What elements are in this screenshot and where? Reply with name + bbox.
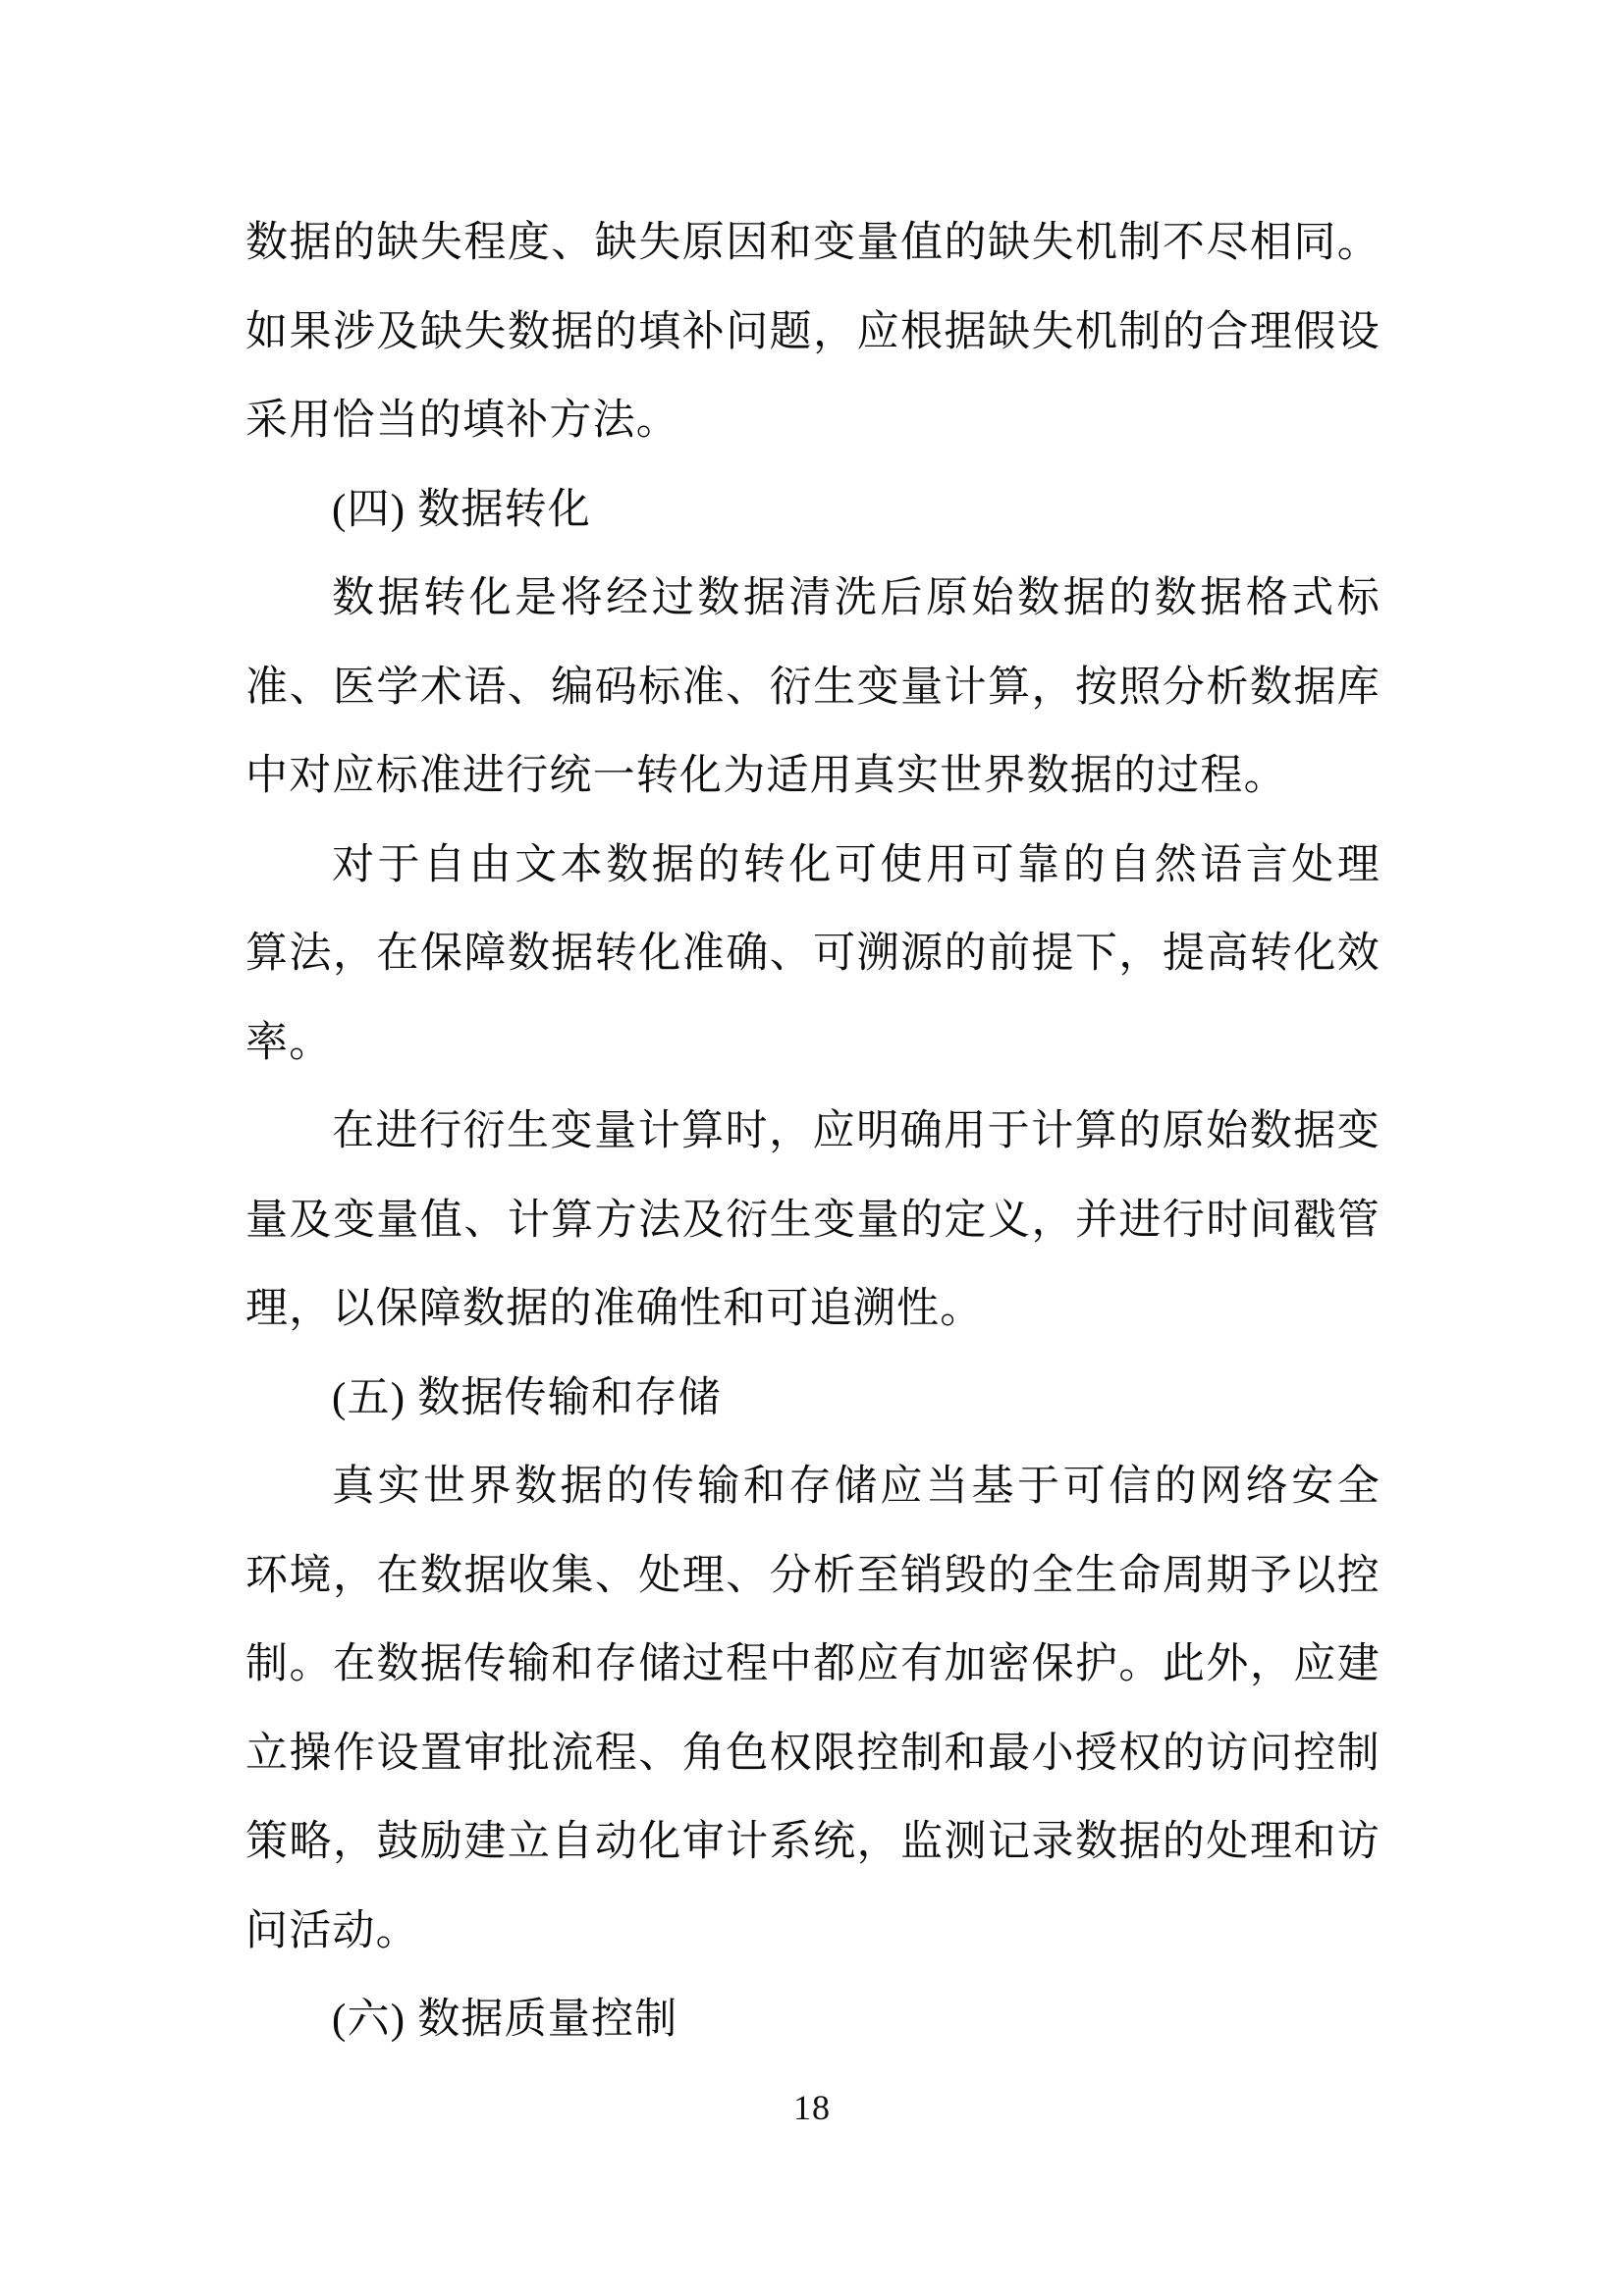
text-line: 在进行衍生变量计算时，应明确用于计算的原始数据变 [332, 1108, 1380, 1154]
text-line: (六) 数据质量控制 [332, 1997, 678, 2043]
text-line: 理，以保障数据的准确性和可追溯性。 [245, 1286, 984, 1332]
text-line: 立操作设置审批流程、角色权限控制和最小授权的访问控制 [245, 1730, 1380, 1777]
text-line: (五) 数据传输和存储 [332, 1374, 722, 1421]
text-line: 问活动。 [245, 1907, 419, 1954]
text-line: 准、医学术语、编码标准、衍生变量计算，按照分析数据库 [245, 664, 1380, 711]
text-line: 制。在数据传输和存储过程中都应有加密保护。此外，应建 [245, 1641, 1380, 1687]
text-line: 策略，鼓励建立自动化审计系统，监测记录数据的处理和访 [245, 1819, 1380, 1865]
text-line: 数据转化是将经过数据清洗后原始数据的数据格式标 [332, 575, 1380, 621]
document-body [245, 199, 1380, 2065]
text-line: 如果涉及缺失数据的填补问题，应根据缺失机制的合理假设 [245, 308, 1380, 355]
text-line: 中对应标准进行统一转化为适用真实世界数据的过程。 [245, 753, 1287, 799]
text-line: 采用恰当的填补方法。 [245, 398, 679, 444]
text-line: 环境，在数据收集、处理、分析至销毁的全生命周期予以控 [245, 1552, 1380, 1599]
text-line: 数据的缺失程度、缺失原因和变量值的缺失机制不尽相同。 [245, 220, 1380, 266]
page-number: 18 [793, 2088, 831, 2127]
text-line: (四) 数据转化 [332, 486, 591, 533]
text-line: 算法，在保障数据转化准确、可溯源的前提下，提高转化效 [245, 931, 1380, 977]
text-line: 率。 [245, 1019, 333, 1066]
text-line: 真实世界数据的传输和存储应当基于可信的网络安全 [332, 1464, 1380, 1510]
text-line: 量及变量值、计算方法及衍生变量的定义，并进行时间戳管 [245, 1197, 1380, 1244]
text-line: 对于自由文本数据的转化可使用可靠的自然语言处理 [332, 841, 1380, 888]
